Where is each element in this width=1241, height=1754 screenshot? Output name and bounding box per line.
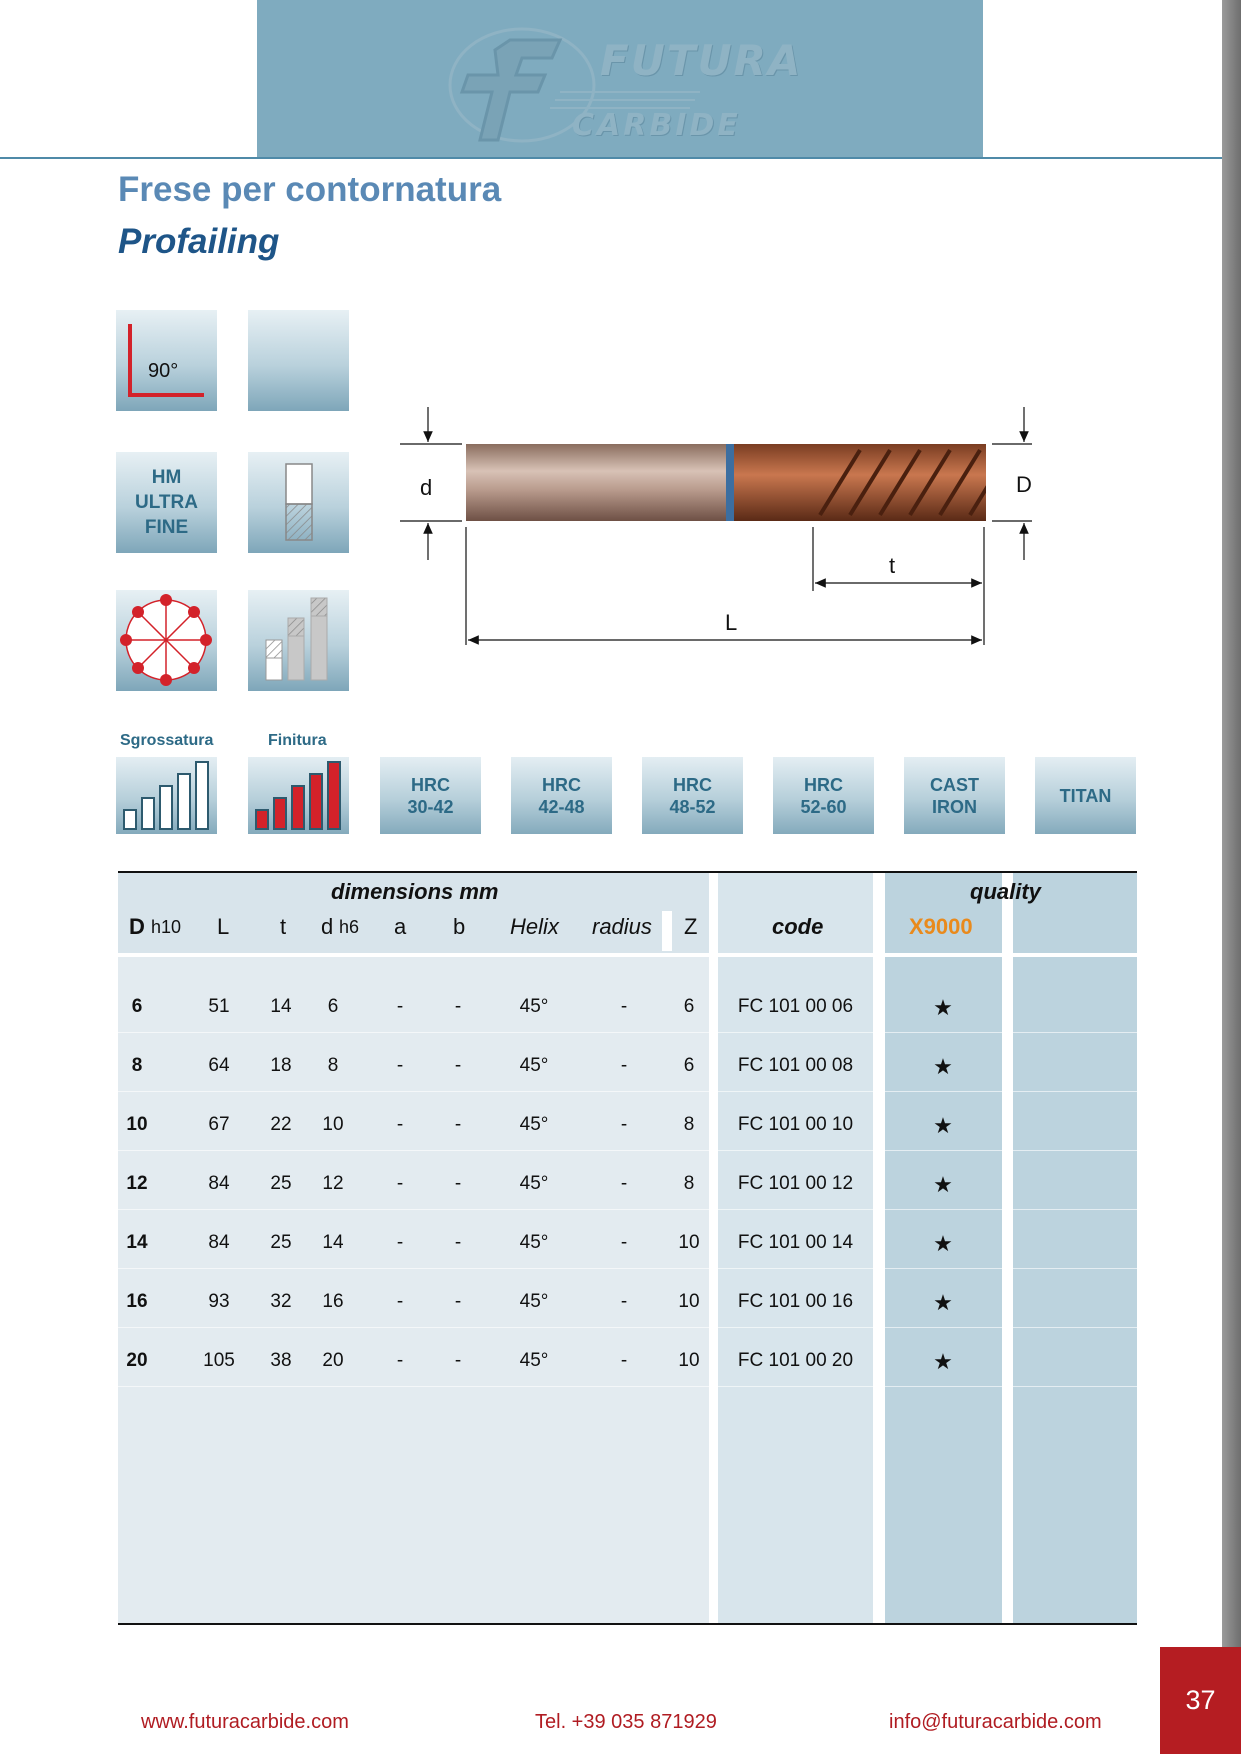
cell-a: - [396, 1055, 404, 1076]
cell-radius: - [620, 1350, 628, 1371]
cell-t: 32 [270, 1291, 292, 1312]
col-header-d-tolerance: h6 [339, 917, 360, 937]
cell-radius: - [620, 996, 628, 1017]
cell-d: 8 [327, 1055, 339, 1076]
col-header-code: code [772, 914, 824, 939]
cell-a: - [396, 1173, 404, 1194]
product-table [118, 871, 1137, 1625]
material-cast-iron: CAST IRON [904, 757, 1005, 834]
cell-b: - [454, 1291, 462, 1312]
page-edge [1222, 0, 1241, 1754]
shank-icon [248, 452, 349, 553]
cell-helix: 45° [519, 1055, 549, 1076]
cell-d: 14 [322, 1232, 344, 1253]
cell-d: 6 [327, 996, 339, 1017]
col-header-b: b [453, 914, 466, 939]
material-hrc-48-52: HRC 48-52 [642, 757, 743, 834]
footer-phone: Tel. +39 035 871929 [535, 1711, 717, 1733]
roughing-tile [116, 757, 217, 834]
brand-name-top: FUTURA [600, 36, 803, 85]
cell-helix: 45° [519, 1291, 549, 1312]
cell-z: 10 [678, 1350, 700, 1371]
cell-code: FC 101 00 06 [737, 996, 854, 1017]
col-header-d: d [321, 914, 334, 939]
finishing-label: Finitura [268, 732, 327, 749]
row-divider [118, 1386, 1137, 1387]
cell-z: 6 [683, 996, 695, 1017]
cell-t: 22 [270, 1114, 292, 1135]
col-header-a: a [394, 914, 407, 939]
dim-label-t: t [889, 553, 896, 578]
cell-radius: - [620, 1232, 628, 1253]
row-divider [118, 1032, 1137, 1033]
cell-radius: - [620, 1055, 628, 1076]
roughing-bars-icon [116, 757, 217, 834]
material-hrc-42-48: HRC 42-48 [511, 757, 612, 834]
angle-label: 90° [148, 360, 179, 382]
cell-z: 10 [678, 1232, 700, 1253]
cell-b: - [454, 1114, 462, 1135]
cell-a: - [396, 1291, 404, 1312]
cell-radius: - [620, 1291, 628, 1312]
cell-d: 20 [322, 1350, 344, 1371]
carbide-grade-label: HM ULTRA FINE [135, 467, 198, 538]
cell-a: - [396, 1232, 404, 1253]
length-bars-icon [248, 590, 349, 691]
cell-a: - [396, 1350, 404, 1371]
material-titan: TITAN [1035, 757, 1136, 834]
quality-star-icon: ★ [933, 1113, 953, 1138]
material-hrc-52-60: HRC 52-60 [773, 757, 874, 834]
cell-L: 93 [208, 1291, 230, 1312]
cell-t: 25 [270, 1232, 292, 1253]
cell-b: - [454, 1055, 462, 1076]
row-divider [118, 1327, 1137, 1328]
quality-star-icon: ★ [933, 995, 953, 1020]
col-header-helix: Helix [510, 914, 559, 939]
tool-shank [466, 444, 732, 521]
cell-L: 84 [208, 1232, 230, 1253]
cell-L: 67 [208, 1114, 230, 1135]
cell-b: - [454, 1173, 462, 1194]
cell-D: 20 [126, 1350, 148, 1371]
quality-star-icon: ★ [933, 1290, 953, 1315]
cell-t: 18 [270, 1055, 292, 1076]
dim-label-L: L [725, 610, 738, 635]
cell-helix: 45° [519, 996, 549, 1017]
page-title-english: Profailing [118, 222, 280, 261]
row-divider [118, 1091, 1137, 1092]
cell-L: 105 [203, 1350, 235, 1371]
brand-name-bottom: CARBIDE [572, 108, 741, 143]
cell-radius: - [620, 1173, 628, 1194]
cell-a: - [396, 996, 404, 1017]
cell-t: 38 [270, 1350, 292, 1371]
dim-label-D: D [1016, 472, 1032, 497]
cell-z: 8 [683, 1173, 695, 1194]
col-header-radius: radius [592, 914, 652, 939]
flutes-tile [116, 590, 217, 691]
cell-D: 6 [131, 996, 143, 1017]
cell-code: FC 101 00 16 [737, 1291, 854, 1312]
carbide-grade-tile [116, 452, 217, 553]
roughing-label: Sgrossatura [120, 732, 214, 749]
header-divider [0, 157, 1222, 159]
cell-D: 16 [126, 1291, 148, 1312]
finishing-bars-icon [248, 757, 349, 834]
angle-90-tile [116, 310, 217, 411]
cell-b: - [454, 1232, 462, 1253]
cell-helix: 45° [519, 1114, 549, 1135]
col-header-z: Z [684, 914, 698, 939]
col-header-grade-x9000: X9000 [909, 914, 973, 939]
shank-type-tile [248, 452, 349, 553]
cell-d: 16 [322, 1291, 344, 1312]
row-divider [118, 1209, 1137, 1210]
page-number: 37 [1160, 1647, 1241, 1754]
cell-radius: - [620, 1114, 628, 1135]
cell-D: 10 [126, 1114, 148, 1135]
finishing-tile [248, 757, 349, 834]
length-series-tile [248, 590, 349, 691]
dim-label-d: d [420, 475, 433, 500]
cell-helix: 45° [519, 1232, 549, 1253]
quality-star-icon: ★ [933, 1231, 953, 1256]
col-header-D-tolerance: h10 [151, 917, 182, 937]
col-header-L: L [217, 914, 230, 939]
cell-d: 10 [322, 1114, 344, 1135]
cell-D: 12 [126, 1173, 148, 1194]
page-title-italian: Frese per contornatura [118, 170, 502, 209]
cell-code: FC 101 00 14 [737, 1232, 854, 1253]
footer-email[interactable]: info@futuracarbide.com [889, 1711, 1102, 1733]
cell-t: 25 [270, 1173, 292, 1194]
cell-L: 64 [208, 1055, 230, 1076]
cell-code: FC 101 00 10 [737, 1114, 854, 1135]
cell-L: 84 [208, 1173, 230, 1194]
cell-helix: 45° [519, 1173, 549, 1194]
row-divider [118, 1150, 1137, 1151]
cell-code: FC 101 00 20 [737, 1350, 854, 1371]
cell-z: 10 [678, 1291, 700, 1312]
cell-d: 12 [322, 1173, 344, 1194]
cell-b: - [454, 996, 462, 1017]
cell-code: FC 101 00 08 [737, 1055, 854, 1076]
footer-website[interactable]: www.futuracarbide.com [141, 1711, 349, 1733]
cell-D: 8 [131, 1055, 143, 1076]
quality-star-icon: ★ [933, 1054, 953, 1079]
quality-header: quality [970, 879, 1041, 904]
material-hrc-30-42: HRC 30-42 [380, 757, 481, 834]
cell-b: - [454, 1350, 462, 1371]
multi-flute-icon [116, 590, 217, 691]
cell-z: 8 [683, 1114, 695, 1135]
cell-z: 6 [683, 1055, 695, 1076]
blank-tile [248, 310, 349, 411]
row-divider [118, 1268, 1137, 1269]
quality-star-icon: ★ [933, 1172, 953, 1197]
cell-L: 51 [208, 996, 230, 1017]
cell-t: 14 [270, 996, 292, 1017]
cell-code: FC 101 00 12 [737, 1173, 854, 1194]
quality-star-icon: ★ [933, 1349, 953, 1374]
col-header-D: D [129, 914, 145, 939]
dimensions-header: dimensions mm [331, 879, 499, 904]
cell-D: 14 [126, 1232, 148, 1253]
cell-a: - [396, 1114, 404, 1135]
cell-helix: 45° [519, 1350, 549, 1371]
col-header-t: t [280, 914, 287, 939]
